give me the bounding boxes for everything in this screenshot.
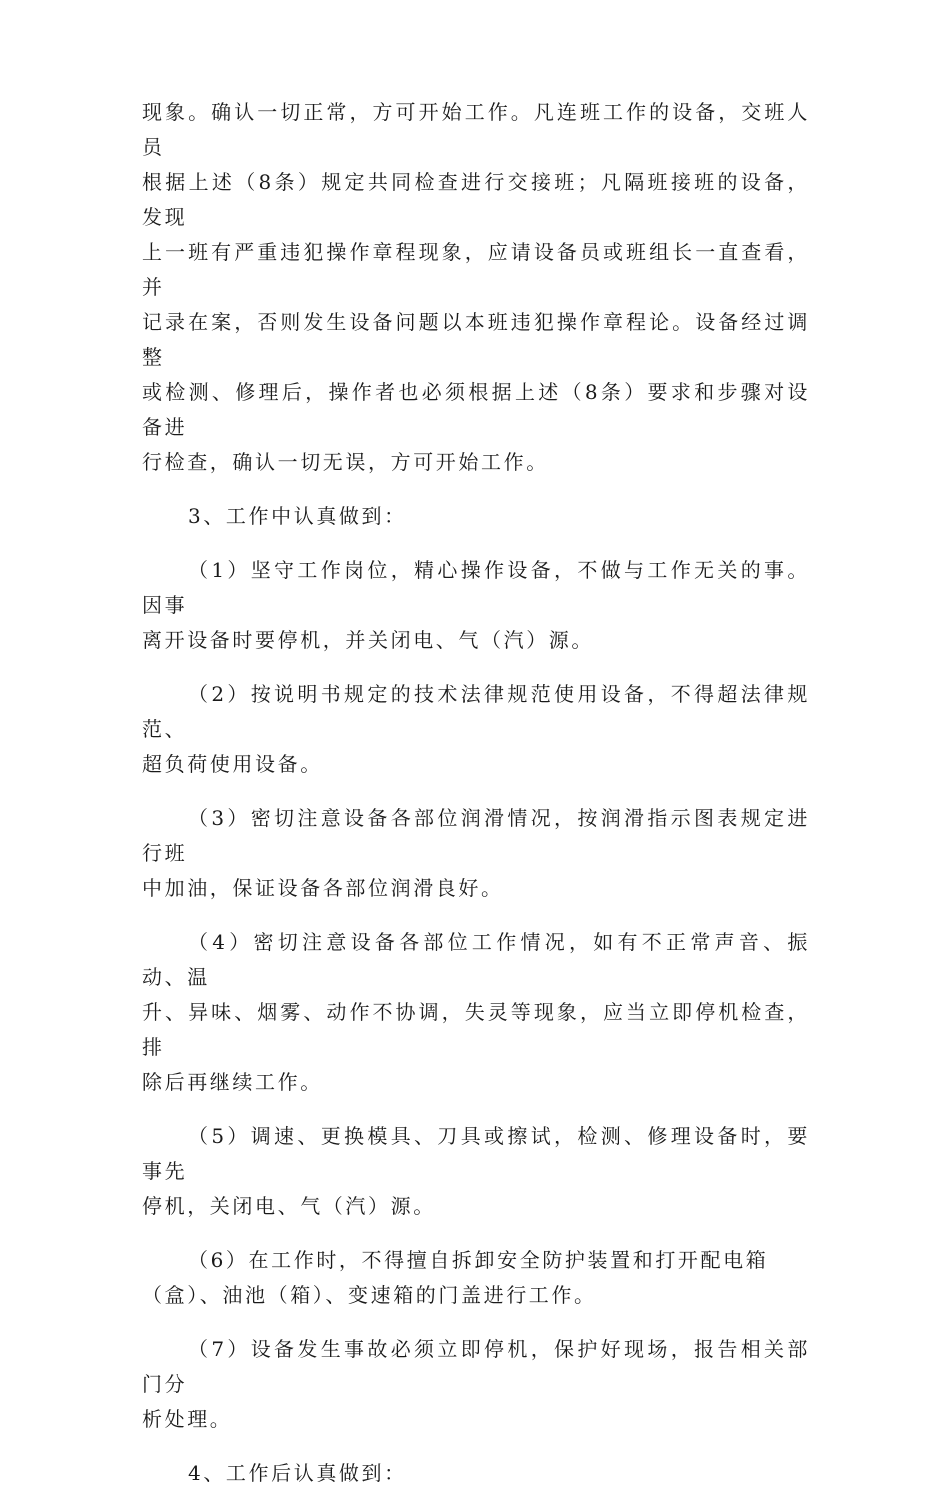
text-line: （盒）、油池（箱）、变速箱的门盖进行工作。 <box>142 1283 597 1307</box>
text-line: 析处理。 <box>142 1407 233 1431</box>
paragraph-item-5 <box>142 1119 810 1224</box>
text-line: 除后再继续工作。 <box>142 1070 323 1094</box>
text-line: 或检测、修理后，操作者也必须根据上述（8条）要求和步骤对设备进 <box>142 380 810 439</box>
text-line: （5）调速、更换模具、刀具或擦试，检测、修理设备时，要事先 <box>142 1124 810 1183</box>
text-line: （3）密切注意设备各部位润滑情况，按润滑指示图表规定进行班 <box>142 806 810 865</box>
paragraph-item-4 <box>142 925 810 1100</box>
text-line: 4、工作后认真做到： <box>188 1461 407 1485</box>
paragraph-item-3 <box>142 801 810 906</box>
paragraph-continuation <box>142 95 810 480</box>
text-line: （1）坚守工作岗位，精心操作设备，不做与工作无关的事。因事 <box>142 558 810 617</box>
text-line: 行检查，确认一切无误，方可开始工作。 <box>142 450 549 474</box>
text-line: 现象。确认一切正常，方可开始工作。凡连班工作的设备，交班人员 <box>142 100 810 159</box>
text-line: 3、工作中认真做到： <box>188 504 407 528</box>
text-line: 中加油，保证设备各部位润滑良好。 <box>142 876 504 900</box>
text-line: 根据上述（8条）规定共同检查进行交接班；凡隔班接班的设备，发现 <box>142 170 810 229</box>
paragraph-item-2 <box>142 677 810 782</box>
text-line: 超负荷使用设备。 <box>142 752 323 776</box>
document-page <box>142 95 810 1491</box>
text-line: 升、异味、烟雾、动作不协调，失灵等现象，应当立即停机检查，排 <box>142 1000 810 1059</box>
text-line: 停机，关闭电、气（汽）源。 <box>142 1194 436 1218</box>
text-line: 离开设备时要停机，并关闭电、气（汽）源。 <box>142 628 594 652</box>
paragraph-item-6 <box>142 1243 810 1313</box>
text-line: 上一班有严重违犯操作章程现象，应请设备员或班组长一直查看，并 <box>142 240 810 299</box>
text-line: （7）设备发生事故必须立即停机，保护好现场，报告相关部门分 <box>142 1337 810 1396</box>
paragraph-item-1 <box>142 553 810 658</box>
paragraph-item-7 <box>142 1332 810 1437</box>
text-line: （2）按说明书规定的技术法律规范使用设备，不得超法律规范、 <box>142 682 810 741</box>
text-line: （6）在工作时，不得擅自拆卸安全防护装置和打开配电箱 <box>188 1248 769 1272</box>
section-heading-4 <box>142 1456 810 1491</box>
section-heading-3 <box>142 499 810 534</box>
text-line: （4）密切注意设备各部位工作情况，如有不正常声音、振动、温 <box>142 930 810 989</box>
text-line: 记录在案，否则发生设备问题以本班违犯操作章程论。设备经过调整 <box>142 310 810 369</box>
